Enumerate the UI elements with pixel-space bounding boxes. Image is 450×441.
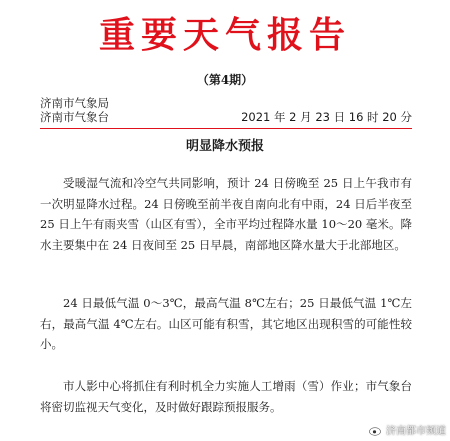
paragraph-temperature: 24 日最低气温 0～3℃，最高气温 8℃左右；25 日最低气温 1℃左右，最高气温 4℃左右。山区可能有积雪，其它地区出现积雪的可能性较小。	[40, 296, 412, 351]
watermark-label: 济南都市频道	[386, 426, 446, 437]
issuer-observatory: 济南市气象台	[40, 110, 109, 124]
paragraph-response: 市人影中心将抓住有利时机全力实施人工增雨（雪）作业；市气象台将密切监视天气变化，及时做好跟踪预报服务。	[40, 379, 412, 414]
source-watermark	[369, 422, 446, 437]
issue-number: （第4期）	[196, 73, 254, 87]
paragraph-forecast: 受暖湿气流和冷空气共同影响，预计 24 日傍晚至 25 日上午我市有一次明显降水过程。24 日傍晚至前半夜自南向北有中雨，24 日后半夜至 25 日上午有雨夹雪（山区有雪），全市平均过程降水量 10～20 毫米。降水主要集中在 24 日夜间至 25 日早晨，南部地区降水量大于北部地区。	[40, 176, 412, 252]
document-title: 明显降水预报	[185, 139, 264, 154]
issue-datetime: 2021 年 2 月 23 日 16 时 20 分	[241, 110, 412, 124]
weibo-logo-icon	[369, 424, 383, 436]
issuer-bureau: 济南市气象局	[40, 96, 109, 110]
header-divider	[40, 128, 412, 129]
report-masthead: 重要天气报告	[98, 15, 351, 56]
